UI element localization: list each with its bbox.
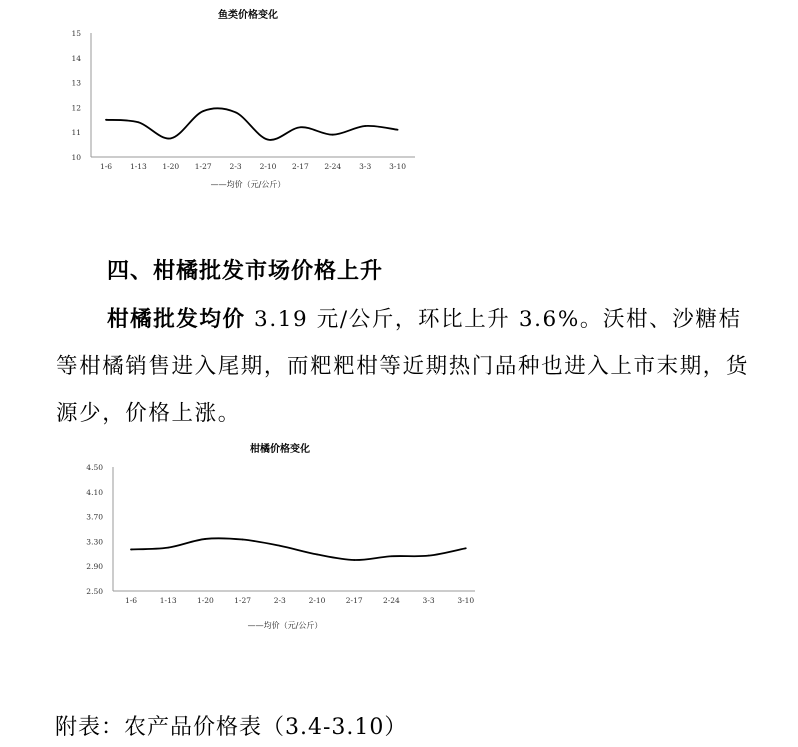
x-tick-label: 1-27 xyxy=(194,162,212,171)
x-tick-label: 1-6 xyxy=(99,162,113,171)
x-tick-label: 1-27 xyxy=(234,596,252,605)
data-point xyxy=(105,119,107,121)
citrus-price-chart xyxy=(80,440,480,640)
data-point xyxy=(167,547,169,549)
data-point xyxy=(353,559,355,561)
y-tick-label: 2.90 xyxy=(86,562,103,572)
y-tick-label: 13 xyxy=(71,78,81,88)
y-tick-label: 12 xyxy=(71,103,81,113)
x-tick-label: 1-20 xyxy=(162,162,180,171)
data-point xyxy=(202,110,204,112)
data-point xyxy=(235,111,237,113)
x-tick-label: 3-3 xyxy=(422,596,435,605)
x-tick-label: 2-3 xyxy=(273,596,286,605)
data-point xyxy=(242,539,244,541)
x-tick-label: 2-10 xyxy=(308,596,326,605)
paragraph-body: 3.19 元/公斤，环比上升 3.6%。沃柑、沙糖桔等柑橘销售进入尾期，而粑粑柑等近期热门品种也进入上市末期，货源少，价格上涨。 xyxy=(56,307,750,426)
y-tick-label: 10 xyxy=(71,153,81,162)
data-point xyxy=(138,121,140,123)
x-tick-label: 2-17 xyxy=(345,596,363,605)
data-point xyxy=(397,129,399,131)
series-line xyxy=(131,538,466,560)
fish-price-chart xyxy=(60,4,460,194)
x-tick-label: 2-24 xyxy=(382,596,400,605)
y-tick-label: 3.30 xyxy=(86,537,103,547)
series-line xyxy=(106,108,398,140)
citrus-price-chart-svg xyxy=(80,440,480,640)
fish-price-chart-svg xyxy=(60,4,460,194)
x-tick-label: 2-10 xyxy=(259,162,277,171)
paragraph-lead: 柑橘批发均价 xyxy=(107,307,246,332)
y-tick-label: 2.50 xyxy=(86,587,103,596)
chart-legend: ——均价（元/公斤） xyxy=(210,180,286,189)
x-tick-label: 3-3 xyxy=(359,162,372,171)
chart-title: 鱼类价格变化 xyxy=(218,10,278,21)
y-tick-label: 11 xyxy=(71,128,81,138)
data-point xyxy=(205,538,207,540)
x-tick-label: 1-13 xyxy=(129,162,147,171)
y-tick-label: 4.10 xyxy=(86,487,103,497)
data-point xyxy=(170,138,172,140)
x-tick-label: 2-24 xyxy=(324,162,342,171)
y-tick-label: 4.50 xyxy=(86,463,103,472)
data-point xyxy=(316,554,318,556)
x-tick-label: 2-17 xyxy=(291,162,309,171)
data-point xyxy=(300,126,302,128)
data-point xyxy=(465,547,467,549)
chart-title: 柑橘价格变化 xyxy=(250,444,310,455)
x-tick-label: 1-6 xyxy=(124,596,138,605)
section-heading: 四、柑橘批发市场价格上升 xyxy=(107,259,384,284)
data-point xyxy=(130,549,132,551)
y-tick-label: 15 xyxy=(71,29,81,38)
section-paragraph xyxy=(56,296,756,437)
data-point xyxy=(279,545,281,547)
data-point xyxy=(428,555,430,557)
data-point xyxy=(364,125,366,127)
appendix-caption: 附表：农产品价格表（3.4-3.10） xyxy=(55,715,408,740)
x-tick-label: 2-3 xyxy=(229,162,242,171)
chart-legend: ——均价（元/公斤） xyxy=(247,621,323,630)
data-point xyxy=(267,139,269,141)
x-tick-label: 1-13 xyxy=(159,596,177,605)
y-tick-label: 14 xyxy=(71,53,81,63)
x-tick-label: 3-10 xyxy=(457,596,475,605)
y-tick-label: 3.70 xyxy=(86,512,103,522)
data-point xyxy=(391,555,393,557)
data-point xyxy=(332,134,334,136)
x-tick-label: 3-10 xyxy=(389,162,407,171)
x-tick-label: 1-20 xyxy=(196,596,214,605)
